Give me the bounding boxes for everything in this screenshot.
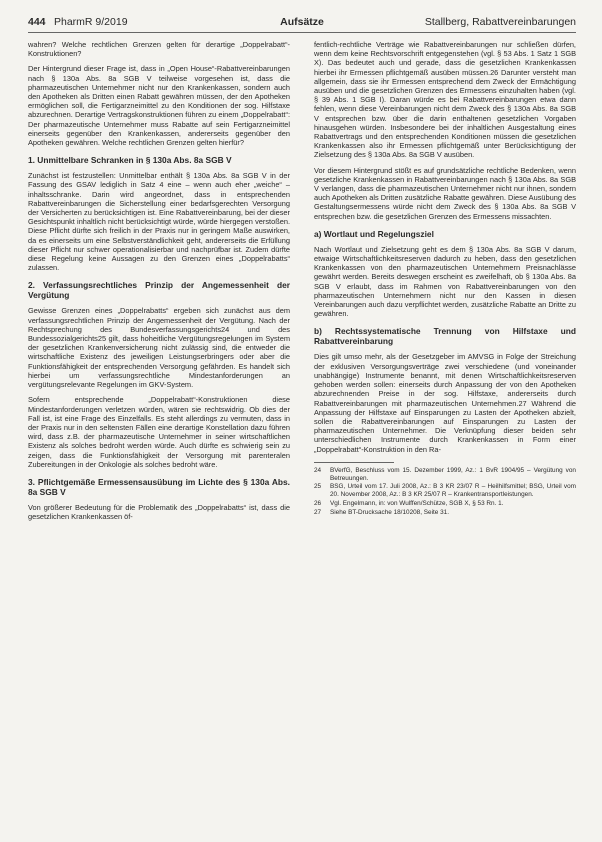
header-rule: [28, 32, 576, 33]
section-heading: 2. Verfassungsrechtliches Prinzip der Angemessenheit der Vergütung: [28, 280, 290, 301]
paragraph: Der Hintergrund dieser Frage ist, dass in „Open House“-Rabattvereinbarungen nach § 130a Abs. 8a SGB V teilweise vorgesehen ist, dass die pharmazeutischen Unternehmer nicht nur den Krankenkassen, sondern auch den Apotheken als Dritten einen Rabatt gewähren müssen, der den Apotheken ermöglichen soll, die Fertigarzneimittel zu den Konditionen der sog. Hilfstaxe abzurechnen. Derartige Vertragskonstruktionen führen zu einem „Doppelrabatt“: Der pharmazeutische Unternehmer muss Rabatte auf sein Fertigarzneimittel einerseits gegenüber den Krankenkassen, andererseits gegenüber den Apotheken gewähren. Welche rechtlichen Grenzen gelten hierfür?: [28, 64, 290, 148]
paragraph: Nach Wortlaut und Zielsetzung geht es dem § 130a Abs. 8a SGB V darum, etwaige Wirtschaftlichkeitsreserven dadurch zu heben, dass den gesetzlichen Krankenkassen von den pharmazeutischen Unternehmern Preisnachlässe gewährt werden. Bereits deswegen erscheint es zweifelhaft, ob § 130a Abs. 8a SGB V erlaubt, dass im Rahmen von Rabattvereinbarungen von den pharmazeutischen Unternehmern nicht nur den Kassen in diesen Vereinbarungen auch dazu verpflichtet werden, zusätzliche Rabatte an Dritte zu gewähren.: [314, 244, 576, 319]
left-column: [28, 40, 290, 527]
section-heading: 1. Unmittelbare Schranken in § 130a Abs. 8a SGB V: [28, 155, 232, 166]
footnote-text: Vgl. Engelmann, in: von Wulffen/Schütze, SGB X, § 53 Rn. 1.: [330, 499, 504, 507]
section-title: Aufsätze: [280, 16, 324, 28]
footnote: [314, 509, 576, 517]
journal-name: PharmR 9/2019: [54, 16, 128, 28]
footnote: [314, 483, 576, 499]
footnote-number: 25: [314, 483, 322, 491]
footnote-text: Siehe BT-Drucksache 18/10208, Seite 31.: [330, 508, 450, 516]
paragraph: Von größerer Bedeutung für die Problematik des „Doppelrabatts“ ist, dass die gesetzlichen Krankenkassen öf-: [28, 502, 290, 522]
paragraph: fentlich-rechtliche Verträge wie Rabattvereinbarungen nur schließen dürfen, wenn dem keine Rechtsvorschrift entgegenstehen (vgl. § 53 Abs. 1 Satz 1 SGB X). Das bedeutet auch und gerade, dass die gesetzlichen Krankenkassen hierbei ihr Ermessen pflichtgemäß ausüben müssen.26 Darunter versteht man allgemein, dass sie ihr Ermessen entsprechend dem Zweck der Ermächtigung ausüben und die gesetzlichen Grenzen des Ermessens einzuhalten haben (vgl. § 39 Abs. 1 SGB I). Daran würde es bei Rabattvereinbarungen etwa dann fehlen, wenn diese Vereinbarungen nicht dem Zweck des § 130a Abs. 8a SGB V entsprechen bzw. über die darin enthaltenen gesetzlichen Vorgaben hinausgehen würden. Insbesondere bei der inhaltlichen Ausgestaltung eines Rabattvertrags und den entsprechenden Konditionen müssen die gesetzlichen Krankenkassen also ihr Ermessen pflichtgemäß unter Berücksichtigung der Zielsetzung des § 130a Abs. 8a SGB V ausüben.: [314, 40, 576, 160]
running-title: Stallberg, Rabattvereinbarungen: [424, 16, 576, 28]
section-heading: 3. Pflichtgemäße Ermessensausübung im Lichte des § 130a Abs. 8a SGB V: [28, 476, 290, 497]
page-number: 444: [28, 16, 46, 28]
paragraph: Dies gilt umso mehr, als der Gesetzgeber im AMVSG in Folge der Streichung der exklusiven Versorgungsverträge zwei verschiedene (und voneinander unabhängige) Instrumente benannt, mit denen Wirtschaftlichkeitsreserven gehoben werden sollen: einerseits durch Anpassung der von den Apotheken abzurechnenden Preise in der sog. Hilfstaxe, andererseits durch Rabattvereinbarungen mit pharmazeutischen Unternehmen.27 Während die Anpassung der Hilfstaxe auf Einsparungen zu Lasten der Apotheken abzielt, sollen die Rabattvereinbarungen auf Einsparungen zu Lasten der pharmazeutischen Unternehmer. Die Verknüpfung dieser beiden sehr unterschiedlichen Instrumente durch Krankenkassen in Form einer „Doppelrabatt“-Konstruktion in den Ra-: [314, 352, 576, 454]
paragraph: Vor diesem Hintergrund stößt es auf grundsätzliche rechtliche Bedenken, wenn gesetzliche Krankenkassen in Rabattvereinbarungen nach § 130a Abs. 8a SGB V verlangen, dass die pharmazeutischen Unternehmer nicht nur ihnen, sondern auch Apotheken als Dritten zusätzliche Rabatte gewähren. Diese Ausübung des Gestaltungsermessens würde nicht dem Zweck des § 130a Abs. 8a SGB V entsprechen bzw. die gesetzlichen Grenzen des Ermessens missachten.: [314, 165, 576, 221]
footnote-number: 27: [314, 508, 322, 516]
footnote: [314, 500, 576, 508]
subsection-heading: b) Rechtssystematische Trennung von Hilfstaxe und Rabattvereinbarung: [314, 326, 576, 347]
footnote-text: BVerfG, Beschluss vom 15. Dezember 1999, Az.: 1 BvR 1904/95 – Vergütung von Betreuungen.: [330, 466, 576, 482]
paragraph: Sofern entsprechende „Doppelrabatt“-Konstruktionen diese Mindestanforderungen verletzen würden, wären sie rechtswidrig. Ob dies der Fall ist, ist eine Frage des Einzelfalls. Es steht allerdings zu vermuten, dass in der Praxis nur in den seltensten Fällen eine derartige Konstellation dazu führen wird, dass z.B. der pharmazeutische Unternehmer in seiner wirtschaftlichen Existenz als solches bedroht werden würde. Auch dürfte es schwierig sein zu zeigen, dass die Funktionsfähigkeit der Versorgung mit parenteralen Zubereitungen in der Onkologie als solches bedroht wäre.: [28, 395, 290, 469]
footnote-rule: [314, 462, 394, 463]
right-column: [314, 40, 576, 518]
footnote-number: 26: [314, 499, 322, 507]
footnote: [314, 467, 576, 483]
paragraph: Gewisse Grenzen eines „Doppelrabatts“ ergeben sich zunächst aus dem verfassungsrechtlichen Prinzip der Angemessenheit der Vergütung. Nach der Rechtsprechung des Bundesverfassungsgerichts24 und des Bundessozialgerichts25 gilt, dass hoheitliche Vergütungsregelungen im System der gesetzlichen Krankenversicherung nicht zulässig sind, die entweder die wirtschaftliche Existenz des jeweiligen Leistungserbringers oder aber die Funktionsfähigkeit der entsprechenden Versorgung gefährden. Es handelt sich hierbei um verfassungsrechtliche Mindestanforderungen an vergütungsrelevante Regelungen im GKV-System.: [28, 306, 290, 390]
footnote-number: 24: [314, 466, 322, 474]
paragraph: wahren? Welche rechtlichen Grenzen gelten für derartige „Doppelrabatt“-Konstruktionen?: [28, 40, 290, 59]
page-header: [28, 16, 576, 30]
paragraph: Zunächst ist festzustellen: Unmittelbar enthält § 130a Abs. 8a SGB V in der Fassung des GSAV lediglich in Satz 4 eine – wenn auch eher „weiche“ – inhaltsschranke. Darin wird angeordnet, dass in entsprechenden Rabattvereinbarungen die Sicherstellung einer bedarfsgerechten Versorgung der Versicherten zu berücksichtigen ist. Eine Rabattvereinbarung, bei der dieser Gesichtspunkt inhaltlich nicht berücksichtigt würde, würde hiergegen verstoßen. Diese Pflicht dürfte sich freilich in der Praxis nur in geringem Maße auswirken, da es einerseits um eine Selbstverständlichkeit geht, andererseits die Erfüllung dieser Pflicht nur schwer operationalisierbar und nachprüfbar ist. Zudem dürfte diese Regelung keine Aussagen zu den Grenzen eines „Doppelrabatts“ zulassen.: [28, 171, 290, 273]
footnotes: [314, 467, 576, 517]
subsection-heading: a) Wortlaut und Regelungsziel: [314, 228, 434, 239]
footnote-text: BSG, Urteil vom 17. Juli 2008, Az.: B 3 KR 23/07 R – Heilhilfsmittel; BSG, Urteil vom 20. November 2008, Az.: B 3 KR 25/07 R – Krankentransportleistungen.: [330, 483, 576, 499]
